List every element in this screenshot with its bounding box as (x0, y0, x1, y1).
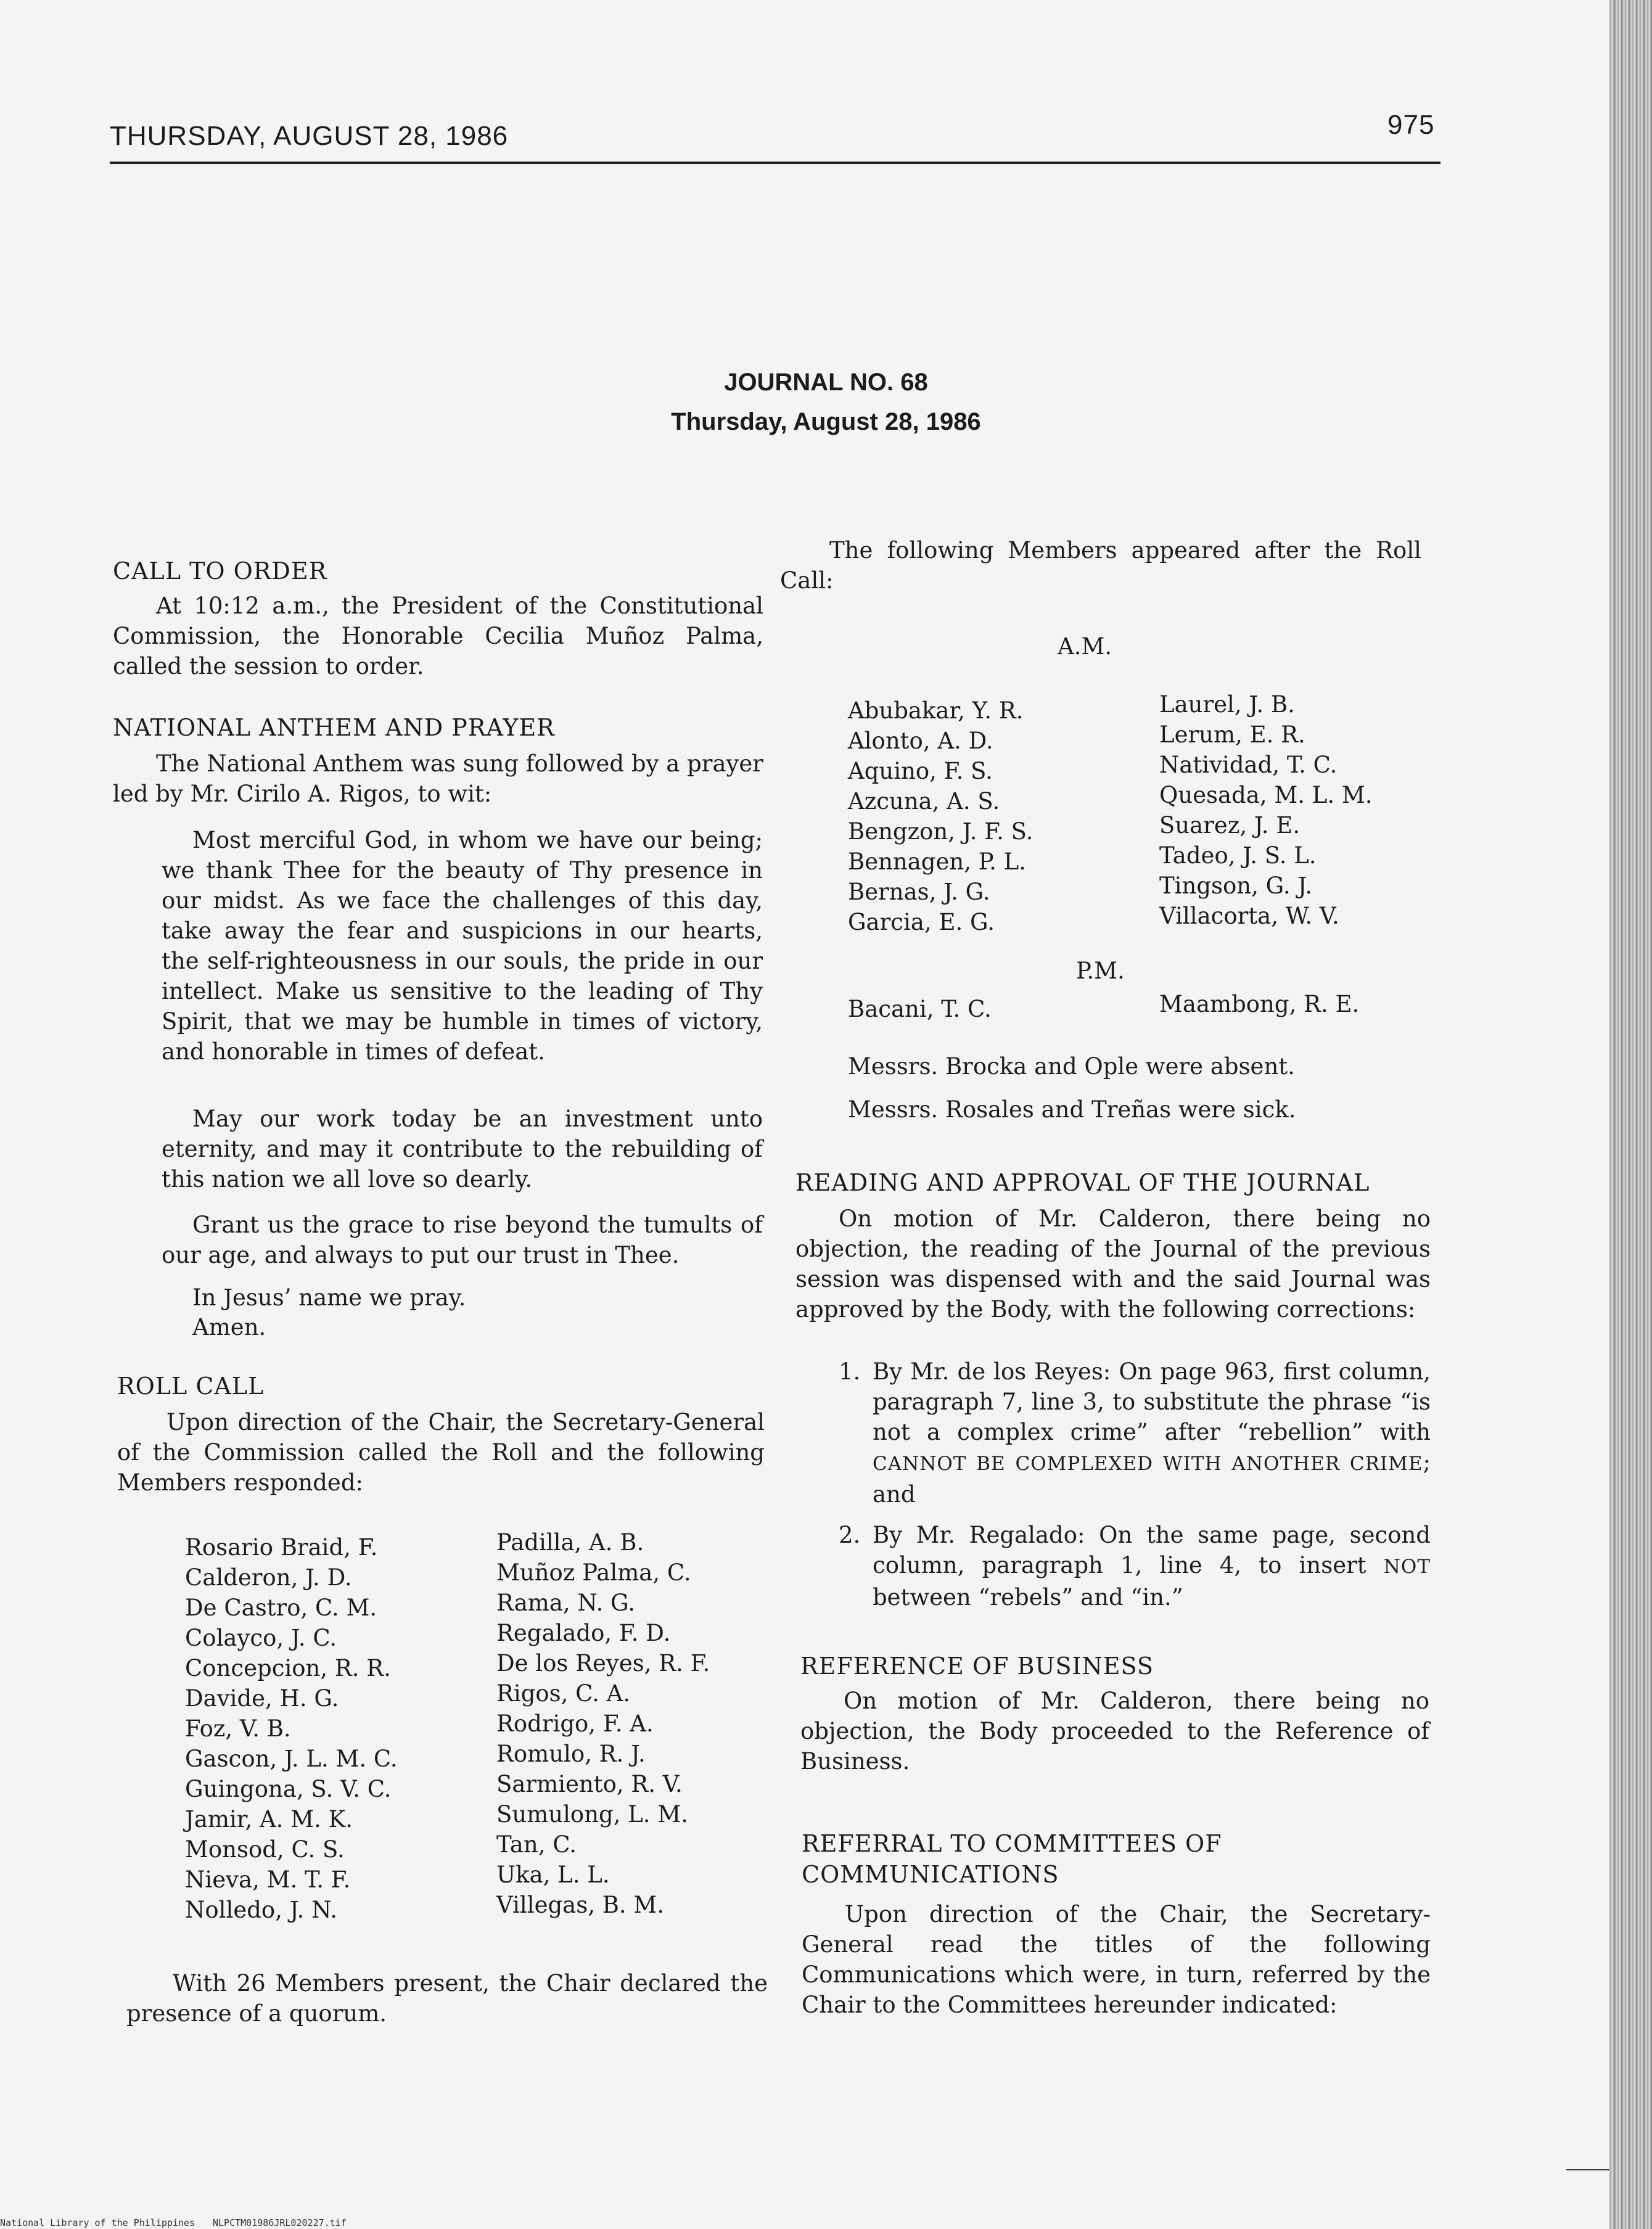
roll-call-heading: ROLL CALL (117, 1373, 265, 1400)
reference-business-paragraph (800, 1686, 1429, 1776)
member-name: Rodrigo, F. A. (496, 1710, 654, 1737)
member-name: Rama, N. G. (496, 1590, 635, 1616)
running-header-date: THURSDAY, AUGUST 28, 1986 (110, 121, 509, 151)
roll-call-column-1 (185, 1532, 398, 1925)
correction-item-1-text: By Mr. de los Reyes: On page 963, first column, paragraph 7, line 3, to substitute the phrase “is not a complex crime” after “rebellion” with (873, 1358, 1431, 1445)
pm-column-1 (848, 994, 992, 1024)
roll-call-paragraph (117, 1407, 765, 1498)
member-name: Sarmiento, R. V. (496, 1771, 683, 1797)
member-name: Gascon, J. L. M. C. (185, 1746, 398, 1772)
prayer-closing-2: Amen. (192, 1314, 266, 1340)
call-to-order-paragraph (113, 591, 763, 681)
member-name: Quesada, M. L. M. (1159, 782, 1373, 808)
page-number: 975 (1387, 110, 1435, 140)
correction-item-2 (839, 1520, 1431, 1612)
member-name: Romulo, R. J. (496, 1741, 646, 1767)
member-name: Muñoz Palma, C. (496, 1559, 691, 1586)
member-name: Tadeo, J. S. L. (1159, 842, 1317, 869)
quorum-text: With 26 Members present, the Chair declared the presence of a quorum. (126, 1970, 768, 2027)
correction-item-1-end: ; and (873, 1449, 1431, 1508)
call-to-order-heading: CALL TO ORDER (113, 557, 327, 585)
anthem-intro (113, 749, 763, 809)
member-name: Uka, L. L. (496, 1862, 610, 1888)
referral-text: Upon direction of the Chair, the Secretary-General read the titles of the following Communications which were, in turn, referred by the Chair to the Committees hereunder indicated: (802, 1901, 1431, 2018)
prayer-paragraph-2 (162, 1104, 763, 1194)
member-name: Regalado, F. D. (496, 1620, 671, 1646)
member-name: Rosario Braid, F. (185, 1534, 378, 1561)
member-name: Bennagen, P. L. (848, 848, 1026, 875)
member-name: Lerum, E. R. (1159, 721, 1305, 748)
am-label: A.M. (1058, 633, 1112, 660)
member-name: De Castro, C. M. (185, 1595, 377, 1621)
correction-item-2-number: 2. (839, 1522, 861, 1548)
referral-paragraph (802, 1899, 1431, 2020)
correction-item-1 (839, 1357, 1431, 1509)
member-name: Bacani, T. C. (848, 996, 992, 1022)
member-name: Colayco, J. C. (185, 1625, 337, 1651)
reading-approval-paragraph (795, 1204, 1431, 1324)
member-name: Tan, C. (496, 1831, 577, 1858)
member-name: Bernas, J. G. (848, 879, 990, 905)
member-name: Natividad, T. C. (1159, 752, 1338, 778)
prayer-closing-1: In Jesus’ name we pray. (192, 1284, 466, 1311)
member-name: De los Reyes, R. F. (496, 1650, 710, 1677)
am-column-2 (1159, 689, 1373, 931)
quorum-paragraph (126, 1968, 768, 2029)
member-name: Garcia, E. G. (848, 909, 995, 935)
journal-date: Thursday, August 28, 1986 (671, 408, 981, 435)
anthem-intro-text: The National Anthem was sung followed by a prayer led by Mr. Cirilo A. Rigos, to wit: (113, 750, 763, 807)
member-name: Sumulong, L. M. (496, 1801, 688, 1828)
footer-filename: NLPCTM01986JRL020227.tif (213, 2217, 347, 2228)
member-name: Padilla, A. B. (496, 1529, 644, 1556)
member-name: Maambong, R. E. (1159, 991, 1360, 1017)
member-name: Azcuna, A. S. (848, 788, 1000, 815)
prayer-paragraph-3 (162, 1210, 763, 1270)
roll-call-text: Upon direction of the Chair, the Secretary-General of the Commission called the Roll and the following Members responded: (117, 1409, 765, 1496)
reference-business-heading: REFERENCE OF BUSINESS (800, 1652, 1154, 1680)
member-name: Jamir, A. M. K. (185, 1806, 353, 1833)
roll-call-column-2 (496, 1527, 710, 1920)
member-name: Suarez, J. E. (1159, 812, 1301, 839)
am-column-1 (848, 696, 1033, 937)
correction-item-1-number: 1. (839, 1358, 861, 1385)
member-name: Alonto, A. D. (848, 728, 993, 754)
late-arrivals-intro (780, 535, 1421, 596)
anthem-heading: NATIONAL ANTHEM AND PRAYER (113, 714, 555, 741)
prayer-paragraph-1 (162, 825, 763, 1067)
member-name: Calderon, J. D. (185, 1564, 352, 1591)
scanned-page-edge (1609, 0, 1652, 2229)
referral-heading-line-2: COMMUNICATIONS (802, 1861, 1059, 1888)
late-arrivals-text: The following Members appeared after the Roll Call: (780, 537, 1421, 594)
member-name: Laurel, J. B. (1159, 691, 1295, 718)
correction-item-2-text: By Mr. Regalado: On the same page, second column, paragraph 1, line 4, to insert (873, 1522, 1431, 1578)
prayer-text-2: May our work today be an investment unto eternity, and may it contribute to the rebuilding of this nation we all love so dearly. (162, 1106, 763, 1192)
member-name: Abubakar, Y. R. (848, 697, 1024, 724)
reference-business-text: On motion of Mr. Calderon, there being no objection, the Body proceeded to the Reference of Business. (800, 1688, 1429, 1775)
member-name: Tingson, G. J. (1159, 872, 1313, 899)
reading-approval-heading: READING AND APPROVAL OF THE JOURNAL (795, 1169, 1370, 1196)
call-to-order-text: At 10:12 a.m., the President of the Constitutional Commission, the Honorable Cecilia Muñoz Palma, called the session to order. (113, 593, 763, 679)
correction-item-2-smallcaps: NOT (1383, 1556, 1431, 1578)
member-name: Bengzon, J. F. S. (848, 818, 1034, 845)
member-name: Villacorta, W. V. (1159, 903, 1339, 929)
absent-note: Messrs. Brocka and Ople were absent. (848, 1053, 1295, 1080)
reading-approval-text: On motion of Mr. Calderon, there being no objection, the reading of the Journal of the previous session was dispensed with and the said Journal was approved by the Body, with the following corrections: (795, 1205, 1431, 1323)
member-name: Monsod, C. S. (185, 1836, 345, 1863)
member-name: Concepcion, R. R. (185, 1655, 391, 1681)
member-name: Foz, V. B. (185, 1715, 291, 1742)
correction-item-2-end: between “rebels” and “in.” (873, 1584, 1183, 1611)
header-rule (110, 162, 1440, 164)
referral-heading-line-1: REFERRAL TO COMMITTEES OF (802, 1830, 1222, 1857)
prayer-text-3: Grant us the grace to rise beyond the tumults of our age, and always to put our trust in Thee. (162, 1212, 763, 1268)
member-name: Villegas, B. M. (496, 1892, 665, 1918)
member-name: Davide, H. G. (185, 1685, 339, 1712)
scan-mark (1566, 2169, 1609, 2170)
member-name: Rigos, C. A. (496, 1680, 631, 1707)
prayer-text-1: Most merciful God, in whom we have our being; we thank Thee for the beauty of Thy presence in our midst. As we face the challenges of this day, take away the fear and suspicions in our hearts, the self-righteousness in our souls, the pride in our intellect. Make us sensitive to the leading of Thy Spirit, that we may be humble in times of victory, and honorable in times of defeat. (162, 827, 763, 1065)
member-name: Nieva, M. T. F. (185, 1866, 351, 1893)
sick-note: Messrs. Rosales and Treñas were sick. (848, 1096, 1296, 1123)
pm-column-2 (1159, 989, 1359, 1019)
pm-label: P.M. (1076, 958, 1125, 984)
journal-number: JOURNAL NO. 68 (724, 369, 928, 396)
member-name: Aquino, F. S. (848, 758, 993, 784)
footer-library: National Library of the Philippines (0, 2217, 195, 2228)
member-name: Nolledo, J. N. (185, 1897, 337, 1923)
correction-item-1-smallcaps: CANNOT BE COMPLEXED WITH ANOTHER CRIME (873, 1453, 1423, 1475)
member-name: Guingona, S. V. C. (185, 1776, 392, 1802)
